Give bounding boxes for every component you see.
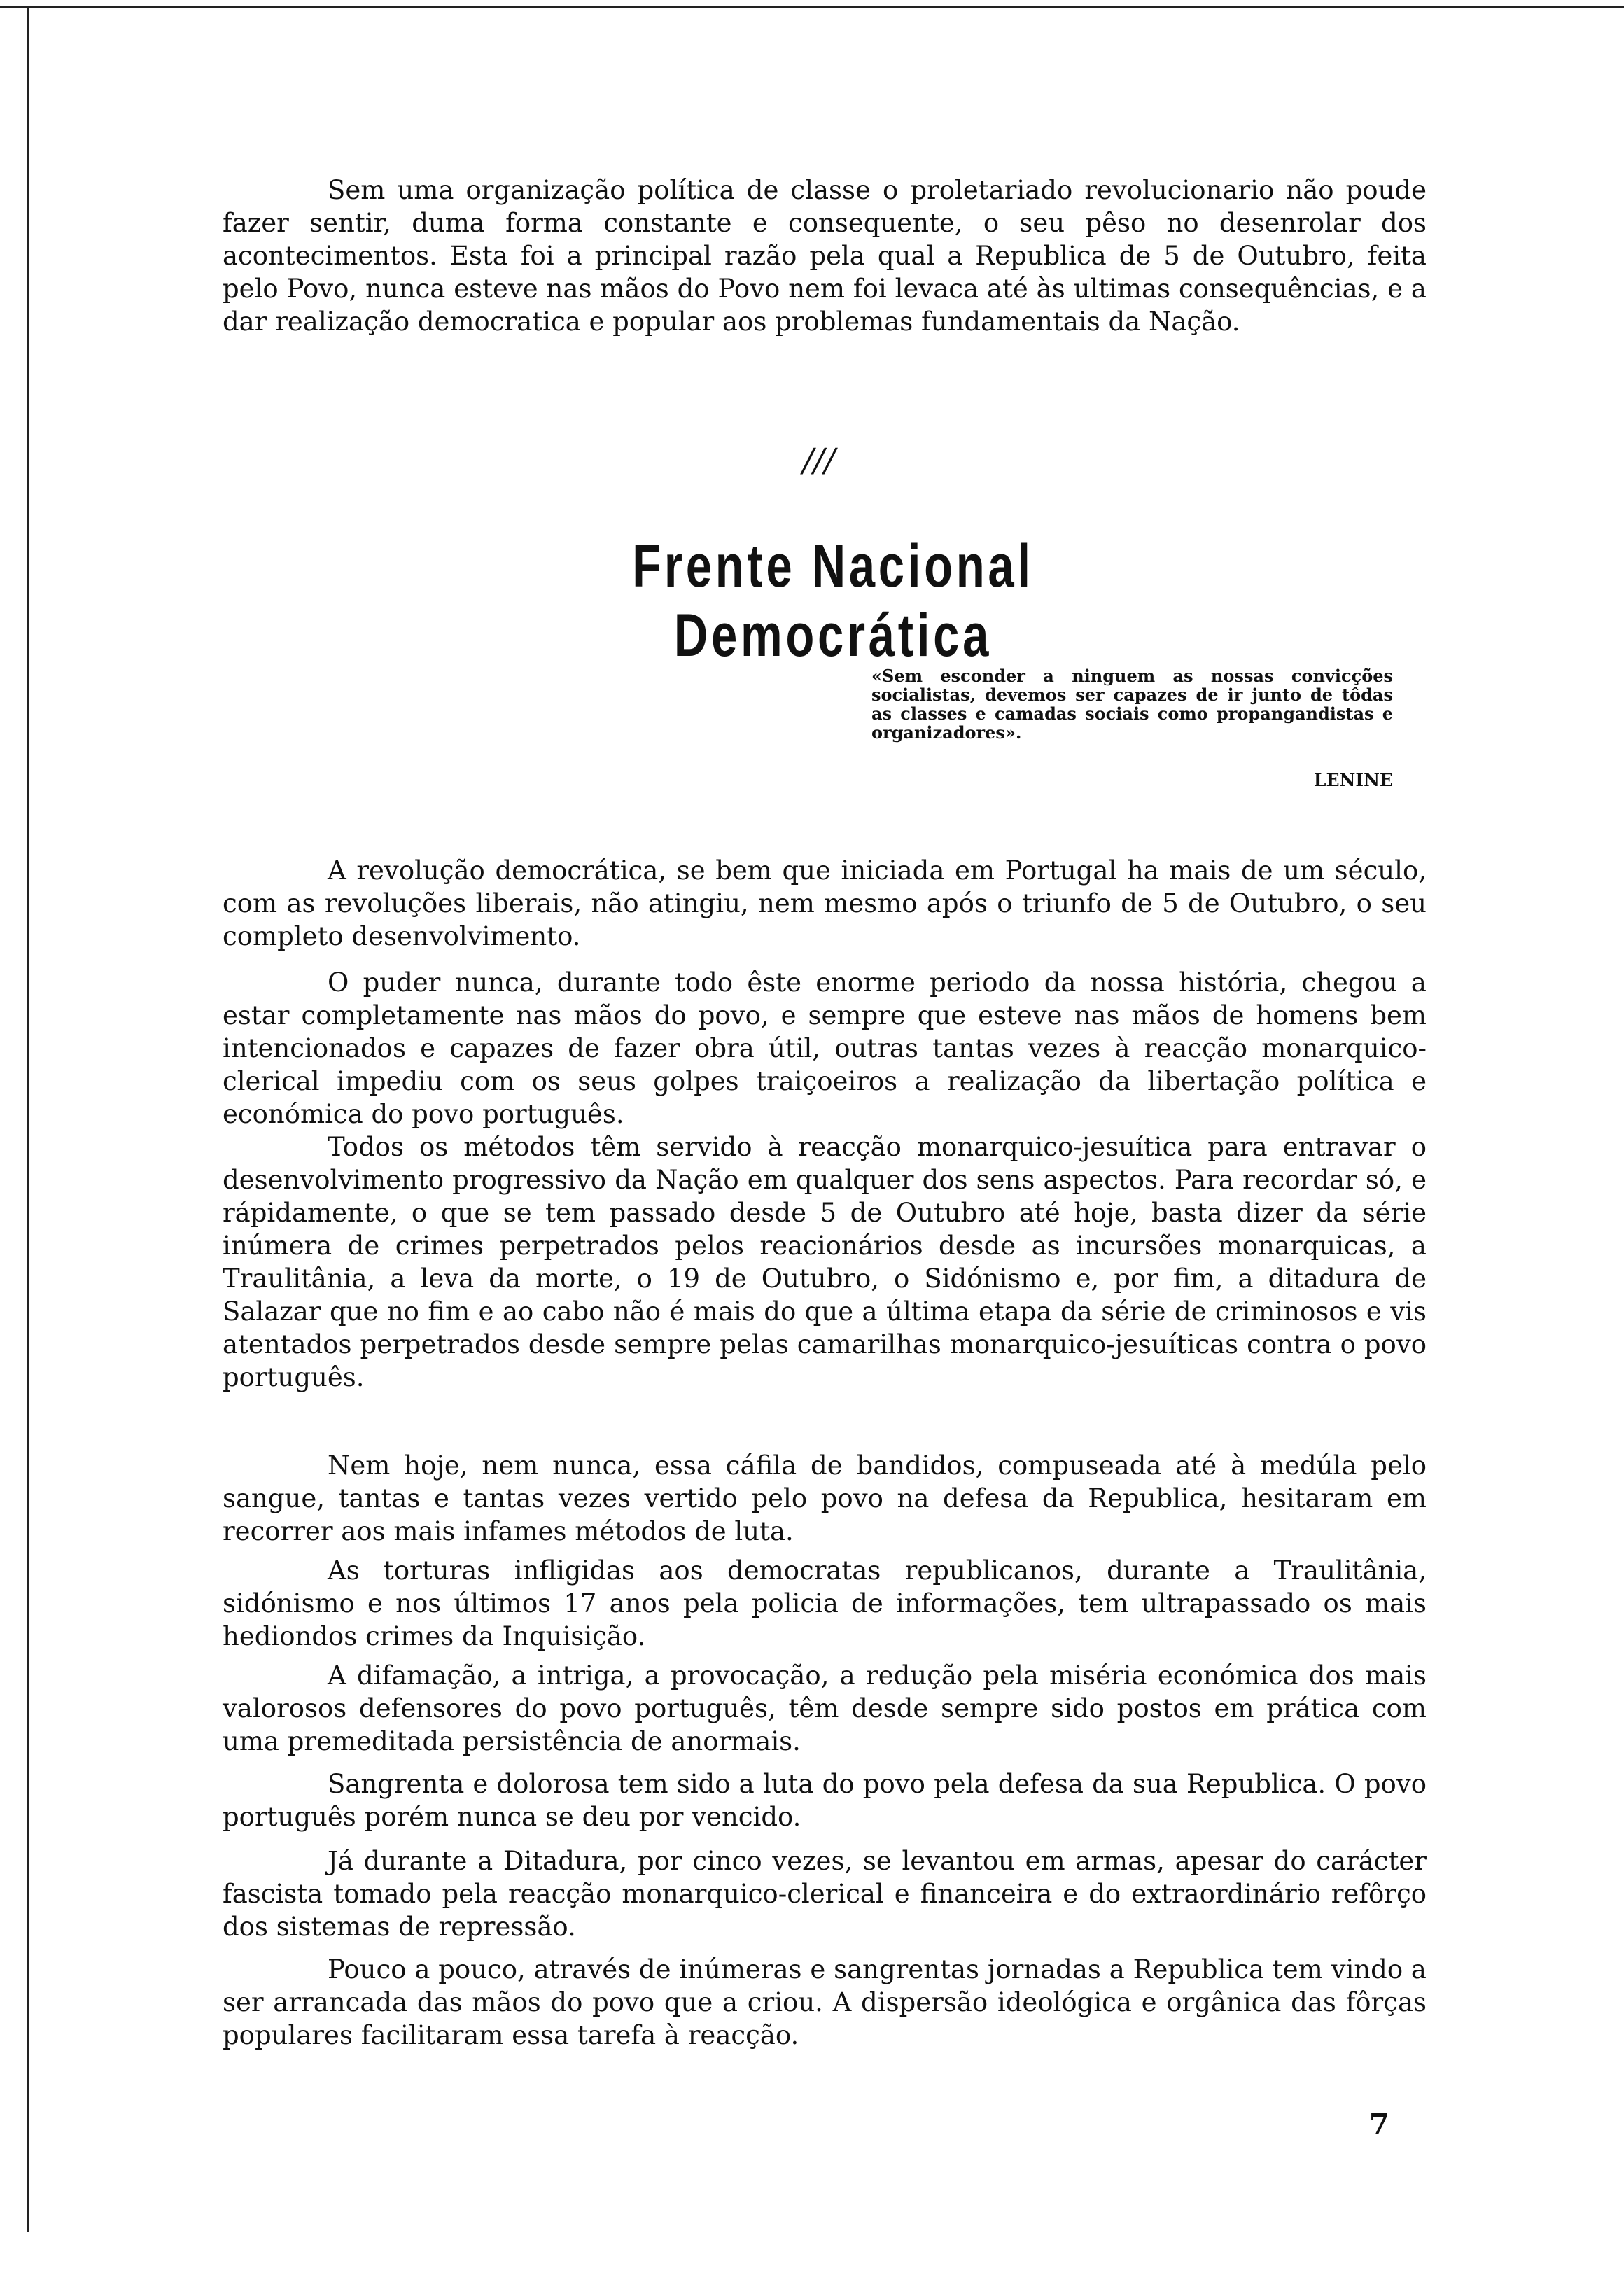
body-paragraph-5: As torturas infligidas aos democratas republicanos, durante a Traulitânia, sidónismo e nos últimos 17 anos pela policia de informações, tem ultrapassado os mais hediondos crimes da Inquisição. [223,1555,1427,1651]
body-paragraph-7: Sangrenta e dolorosa tem sido a luta do povo pela defesa da sua Republica. O povo português porém nunca se deu por vencido. [223,1769,1427,1832]
body-paragraph-6: A difamação, a intriga, a provocação, a redução pela miséria económica dos mais valorosos defensores do povo português, têm desde sempre sido postos em prática com uma premeditada persistência de anormais. [223,1660,1427,1756]
body-paragraph-1: A revolução democrática, se bem que iniciada em Portugal ha mais de um século, com as revoluções liberais, não atingiu, nem mesmo após o triunfo de 5 de Outubro, o seu completo desenvolvimento. [223,855,1427,951]
body-paragraph-3: Todos os métodos têm servido à reacção monarquico-jesuítica para entravar o desenvolvimento progressivo da Nação em qualquer dos sens aspectos. Para recordar só, e rápidamente, o que se tem passado desde 5 de Outubro até hoje, basta dizer da série inúmera de crimes perpetrados pelos reacionários desde as incursões monarquicas, a Traulitânia, a leva da morte, o 19 de Outubro, o Sidónismo e, por fim, a ditadura de Salazar que no fim e ao cabo não é mais do que a última etapa da série de criminosos e vis atentados perpetrados desde sempre pelas camarilhas monarquico-jesuíticas contra o povo português. [223,1132,1427,1392]
page-title: Frente Nacional Democrática [632,533,1034,669]
body-paragraph-8: Já durante a Ditadura, por cinco vezes, se levantou em armas, apesar do carácter fascista tomado pela reacção monarquico-clerical e financeira e do extraordinário refôrço dos sistemas de repressão. [223,1846,1427,1942]
page-top-edge [0,6,1624,8]
page-number: 7 [1368,2107,1390,2141]
intro-paragraph: Sem uma organização política de classe o proletariado revolucionario não poude fazer sentir, duma forma constante e consequente, o seu pêso no desenrolar dos acontecimentos. Esta foi a principal razão pela qual a Republica de 5 de Outubro, feita pelo Povo, nunca esteve nas mãos do Povo nem foi levaca até às ultimas consequências, e a dar realização democratica e popular aos problemas fundamentais da Nação. [223,175,1427,337]
epigraph-author: LENINE [1313,770,1393,790]
section-separator: /// [802,441,836,479]
body-paragraph-4: Nem hoje, nem nunca, essa cáfila de bandidos, compuseada até à medúla pelo sangue, tantas e tantas vezes vertido pelo povo na defesa da Republica, hesitaram em recorrer aos mais infames métodos de luta. [223,1450,1427,1546]
page-left-edge [27,6,29,2232]
epigraph-quote: «Sem esconder a ninguem as nossas convicções socialistas, devemos ser capazes de ir junto de tôdas as classes e camadas sociais como propangandistas e organizadores». [872,666,1393,743]
body-paragraph-9: Pouco a pouco, através de inúmeras e sangrentas jornadas a Republica tem vindo a ser arrancada das mãos do povo que a criou. A dispersão ideológica e orgânica das fôrças populares facilitaram essa tarefa à reacção. [223,1954,1427,2050]
body-paragraph-2: O puder nunca, durante todo êste enorme periodo da nossa história, chegou a estar completamente nas mãos do povo, e sempre que esteve nas mãos de homens bem intencionados e capazes de fazer obra útil, outras tantas vezes à reacção monarquico-clerical impediu com os seus golpes traiçoeiros a realização da libertação política e económica do povo português. [223,967,1427,1129]
